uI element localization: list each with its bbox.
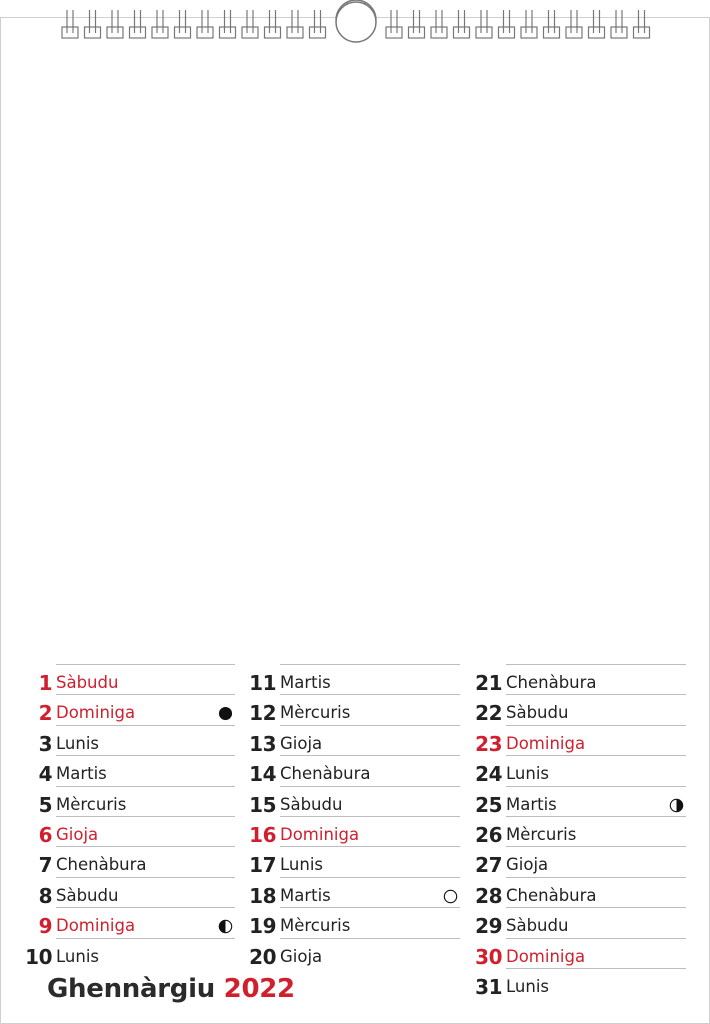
- day-number: 2: [38, 701, 52, 726]
- weekday-name: Lunis: [56, 946, 99, 966]
- weekday-name: Sàbudu: [56, 885, 119, 905]
- day-row: [476, 816, 686, 846]
- row-divider: [280, 725, 460, 726]
- day-number: 16: [249, 822, 276, 847]
- day-number: 3: [38, 731, 52, 756]
- day-row: [26, 694, 235, 724]
- row-divider: [506, 938, 686, 939]
- day-row: [26, 938, 235, 968]
- weekday-name: Gioja: [56, 824, 99, 844]
- row-divider: [506, 725, 686, 726]
- row-divider: [280, 694, 460, 695]
- row-divider: [506, 968, 686, 969]
- row-divider: [506, 786, 686, 787]
- weekday-name: Chenàbura: [280, 764, 371, 784]
- day-number: 8: [38, 883, 52, 908]
- day-number: 30: [475, 944, 502, 969]
- day-number: 17: [249, 853, 276, 878]
- weekday-name: Chenàbura: [56, 855, 147, 875]
- day-number: 1: [38, 671, 52, 695]
- day-number: 10: [25, 944, 52, 969]
- day-number: 11: [249, 671, 276, 695]
- first-quarter-moon-icon: [218, 919, 233, 934]
- row-divider: [56, 664, 235, 665]
- weekday-name: Mèrcuris: [280, 916, 351, 936]
- day-row: [476, 938, 686, 968]
- day-row: [476, 755, 686, 785]
- row-divider: [56, 816, 235, 817]
- day-row: [476, 725, 686, 755]
- spiral-binding: [0, 0, 710, 45]
- row-divider: [56, 725, 235, 726]
- row-divider: [506, 907, 686, 908]
- weekday-name: Mèrcuris: [280, 703, 351, 723]
- hanger-hole-icon: [336, 2, 376, 42]
- weekday-name: Sàbudu: [506, 916, 569, 936]
- row-divider: [506, 755, 686, 756]
- weekday-name: Mèrcuris: [506, 824, 577, 844]
- day-number: 14: [249, 762, 276, 787]
- row-divider: [506, 816, 686, 817]
- day-row: [26, 816, 235, 846]
- weekday-name: Martis: [506, 794, 557, 814]
- weekday-name: Sàbudu: [280, 794, 343, 814]
- day-row: [476, 664, 686, 694]
- day-row: [26, 846, 235, 876]
- day-number: 27: [475, 853, 502, 878]
- row-divider: [56, 786, 235, 787]
- day-row: [250, 907, 460, 937]
- day-row: [250, 694, 460, 724]
- row-divider: [506, 877, 686, 878]
- days-column-1: [26, 664, 235, 968]
- weekday-name: Martis: [280, 885, 331, 905]
- month-name: Ghennàrgiu: [47, 974, 215, 1004]
- day-row: [26, 907, 235, 937]
- weekday-name: Sàbudu: [56, 673, 119, 692]
- day-number: 29: [475, 914, 502, 939]
- row-divider: [280, 664, 460, 665]
- day-number: 26: [475, 822, 502, 847]
- weekday-name: Gioja: [280, 946, 323, 966]
- day-row: [26, 786, 235, 816]
- row-divider: [280, 816, 460, 817]
- day-number: 4: [38, 762, 52, 787]
- weekday-name: Gioja: [506, 855, 549, 875]
- day-row: [26, 755, 235, 785]
- day-number: 21: [475, 671, 502, 695]
- day-number: 13: [249, 731, 276, 756]
- weekday-name: Martis: [280, 673, 331, 692]
- weekday-name: Lunis: [56, 733, 99, 753]
- day-row: [476, 846, 686, 876]
- row-divider: [506, 664, 686, 665]
- day-row: [250, 816, 460, 846]
- day-row: [476, 968, 686, 998]
- day-row: [250, 938, 460, 968]
- day-number: 7: [38, 853, 52, 878]
- day-number: 22: [475, 701, 502, 726]
- day-row: [250, 755, 460, 785]
- weekday-name: Martis: [56, 764, 107, 784]
- row-divider: [56, 877, 235, 878]
- row-divider: [280, 907, 460, 908]
- days-column-2: [250, 664, 460, 968]
- day-number: 25: [475, 792, 502, 817]
- weekday-name: Sàbudu: [506, 703, 569, 723]
- day-number: 31: [475, 974, 502, 999]
- day-row: [476, 694, 686, 724]
- weekday-name: Lunis: [506, 976, 549, 996]
- day-number: 5: [38, 792, 52, 817]
- full-moon-icon: [443, 889, 458, 904]
- day-number: 12: [249, 701, 276, 726]
- weekday-name: Mèrcuris: [56, 794, 127, 814]
- weekday-name: Lunis: [280, 855, 323, 875]
- day-row: [26, 725, 235, 755]
- day-row: [250, 846, 460, 876]
- day-number: 9: [38, 914, 52, 939]
- day-number: 6: [38, 822, 52, 847]
- day-number: 28: [475, 883, 502, 908]
- day-number: 18: [249, 883, 276, 908]
- row-divider: [280, 755, 460, 756]
- day-row: [250, 725, 460, 755]
- weekday-name: Dominiga: [506, 733, 586, 753]
- day-row: [250, 786, 460, 816]
- row-divider: [56, 907, 235, 908]
- day-row: [250, 664, 460, 694]
- day-row: [476, 786, 686, 816]
- weekday-name: Gioja: [280, 733, 323, 753]
- row-divider: [280, 938, 460, 939]
- day-number: 23: [475, 731, 502, 756]
- day-row: [476, 877, 686, 907]
- day-number: 24: [475, 762, 502, 787]
- year-label: 2022: [223, 974, 295, 1004]
- last-quarter-moon-icon: [669, 798, 684, 813]
- row-divider: [280, 786, 460, 787]
- day-row: [476, 907, 686, 937]
- days-column-3: [476, 664, 686, 998]
- weekday-name: Lunis: [506, 764, 549, 784]
- row-divider: [506, 846, 686, 847]
- row-divider: [56, 755, 235, 756]
- row-divider: [56, 846, 235, 847]
- row-divider: [280, 846, 460, 847]
- day-number: 20: [249, 944, 276, 969]
- photo-placeholder: [0, 45, 710, 655]
- weekday-name: Dominiga: [280, 824, 360, 844]
- day-row: [250, 877, 460, 907]
- new-moon-icon: [218, 706, 233, 721]
- day-number: 15: [249, 792, 276, 817]
- day-row: [26, 664, 235, 694]
- weekday-name: Dominiga: [56, 703, 136, 723]
- day-row: [26, 877, 235, 907]
- weekday-name: Dominiga: [506, 946, 586, 966]
- row-divider: [56, 938, 235, 939]
- weekday-name: Dominiga: [56, 916, 136, 936]
- weekday-name: Chenàbura: [506, 885, 597, 905]
- day-number: 19: [249, 914, 276, 939]
- row-divider: [506, 694, 686, 695]
- month-title: [47, 969, 295, 1009]
- row-divider: [280, 877, 460, 878]
- weekday-name: Chenàbura: [506, 673, 597, 692]
- row-divider: [56, 694, 235, 695]
